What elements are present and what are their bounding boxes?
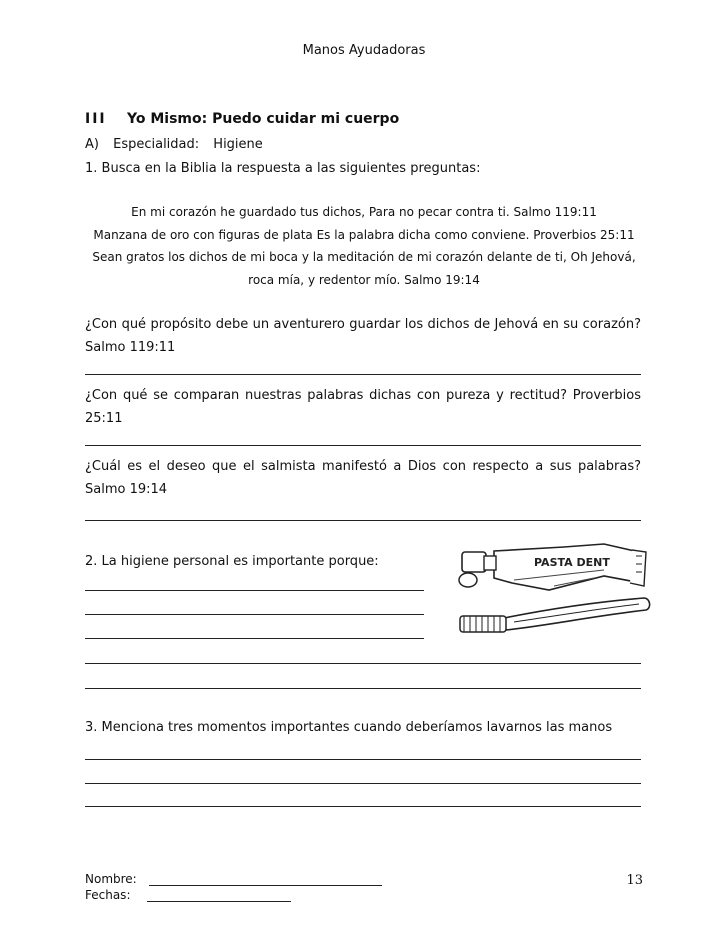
answer-line[interactable] [85, 759, 641, 760]
specialty-line [85, 137, 273, 152]
name-field[interactable] [149, 885, 382, 886]
answer-line[interactable] [85, 806, 641, 807]
question-handwashing: 3. Menciona tres momentos importantes cuando deberíamos lavarnos las manos [85, 720, 613, 735]
question-2: ¿Con qué se comparan nuestras palabras dichas con pureza y rectitud? Proverbios 25:11 [85, 388, 641, 426]
verse-line: Sean gratos los dichos de mi boca y la meditación de mi corazón delante de ti, Oh Jehová, [92, 250, 636, 264]
section-title-text: Yo Mismo: Puedo cuidar mi cuerpo [127, 111, 400, 127]
question-1: ¿Con qué propósito debe un aventurero guardar los dichos de Jehová en su corazón? Salmo 119:11 [85, 317, 641, 355]
tube-label: PASTA DENT [534, 556, 610, 569]
answer-line[interactable] [85, 590, 424, 591]
answer-line[interactable] [85, 688, 641, 689]
specialty-prefix: A) [85, 137, 99, 152]
section-title [85, 111, 399, 127]
name-label: Nombre: [85, 872, 137, 886]
page-header: Manos Ayudadoras [302, 43, 426, 58]
instructions: 1. Busca en la Biblia la respuesta a las siguientes preguntas: [85, 161, 481, 176]
answer-line[interactable] [85, 614, 424, 615]
answer-line[interactable] [85, 374, 641, 375]
specialty-value: Higiene [213, 137, 263, 152]
answer-line[interactable] [85, 783, 641, 784]
toothpaste-toothbrush-illustration [454, 538, 654, 642]
verse-line: Manzana de oro con figuras de plata Es la palabra dicha como conviene. Proverbios 25:11 [93, 228, 635, 242]
answer-line[interactable] [85, 663, 641, 664]
dates-field[interactable] [147, 901, 291, 902]
answer-line[interactable] [85, 445, 641, 446]
answer-line[interactable] [85, 638, 424, 639]
section-number: III [85, 111, 107, 127]
dates-label: Fechas: [85, 888, 131, 902]
question-3: ¿Cuál es el deseo que el salmista manifestó a Dios con respecto a sus palabras? Salmo 19:14 [85, 459, 641, 497]
verse-line: roca mía, y redentor mío. Salmo 19:14 [248, 273, 480, 287]
question-hygiene: 2. La higiene personal es importante porque: [85, 554, 379, 569]
specialty-label: Especialidad: [113, 137, 200, 152]
verse-line: En mi corazón he guardado tus dichos, Para no pecar contra ti. Salmo 119:11 [131, 205, 597, 219]
page-number: 13 [626, 873, 643, 888]
answer-line[interactable] [85, 520, 641, 521]
